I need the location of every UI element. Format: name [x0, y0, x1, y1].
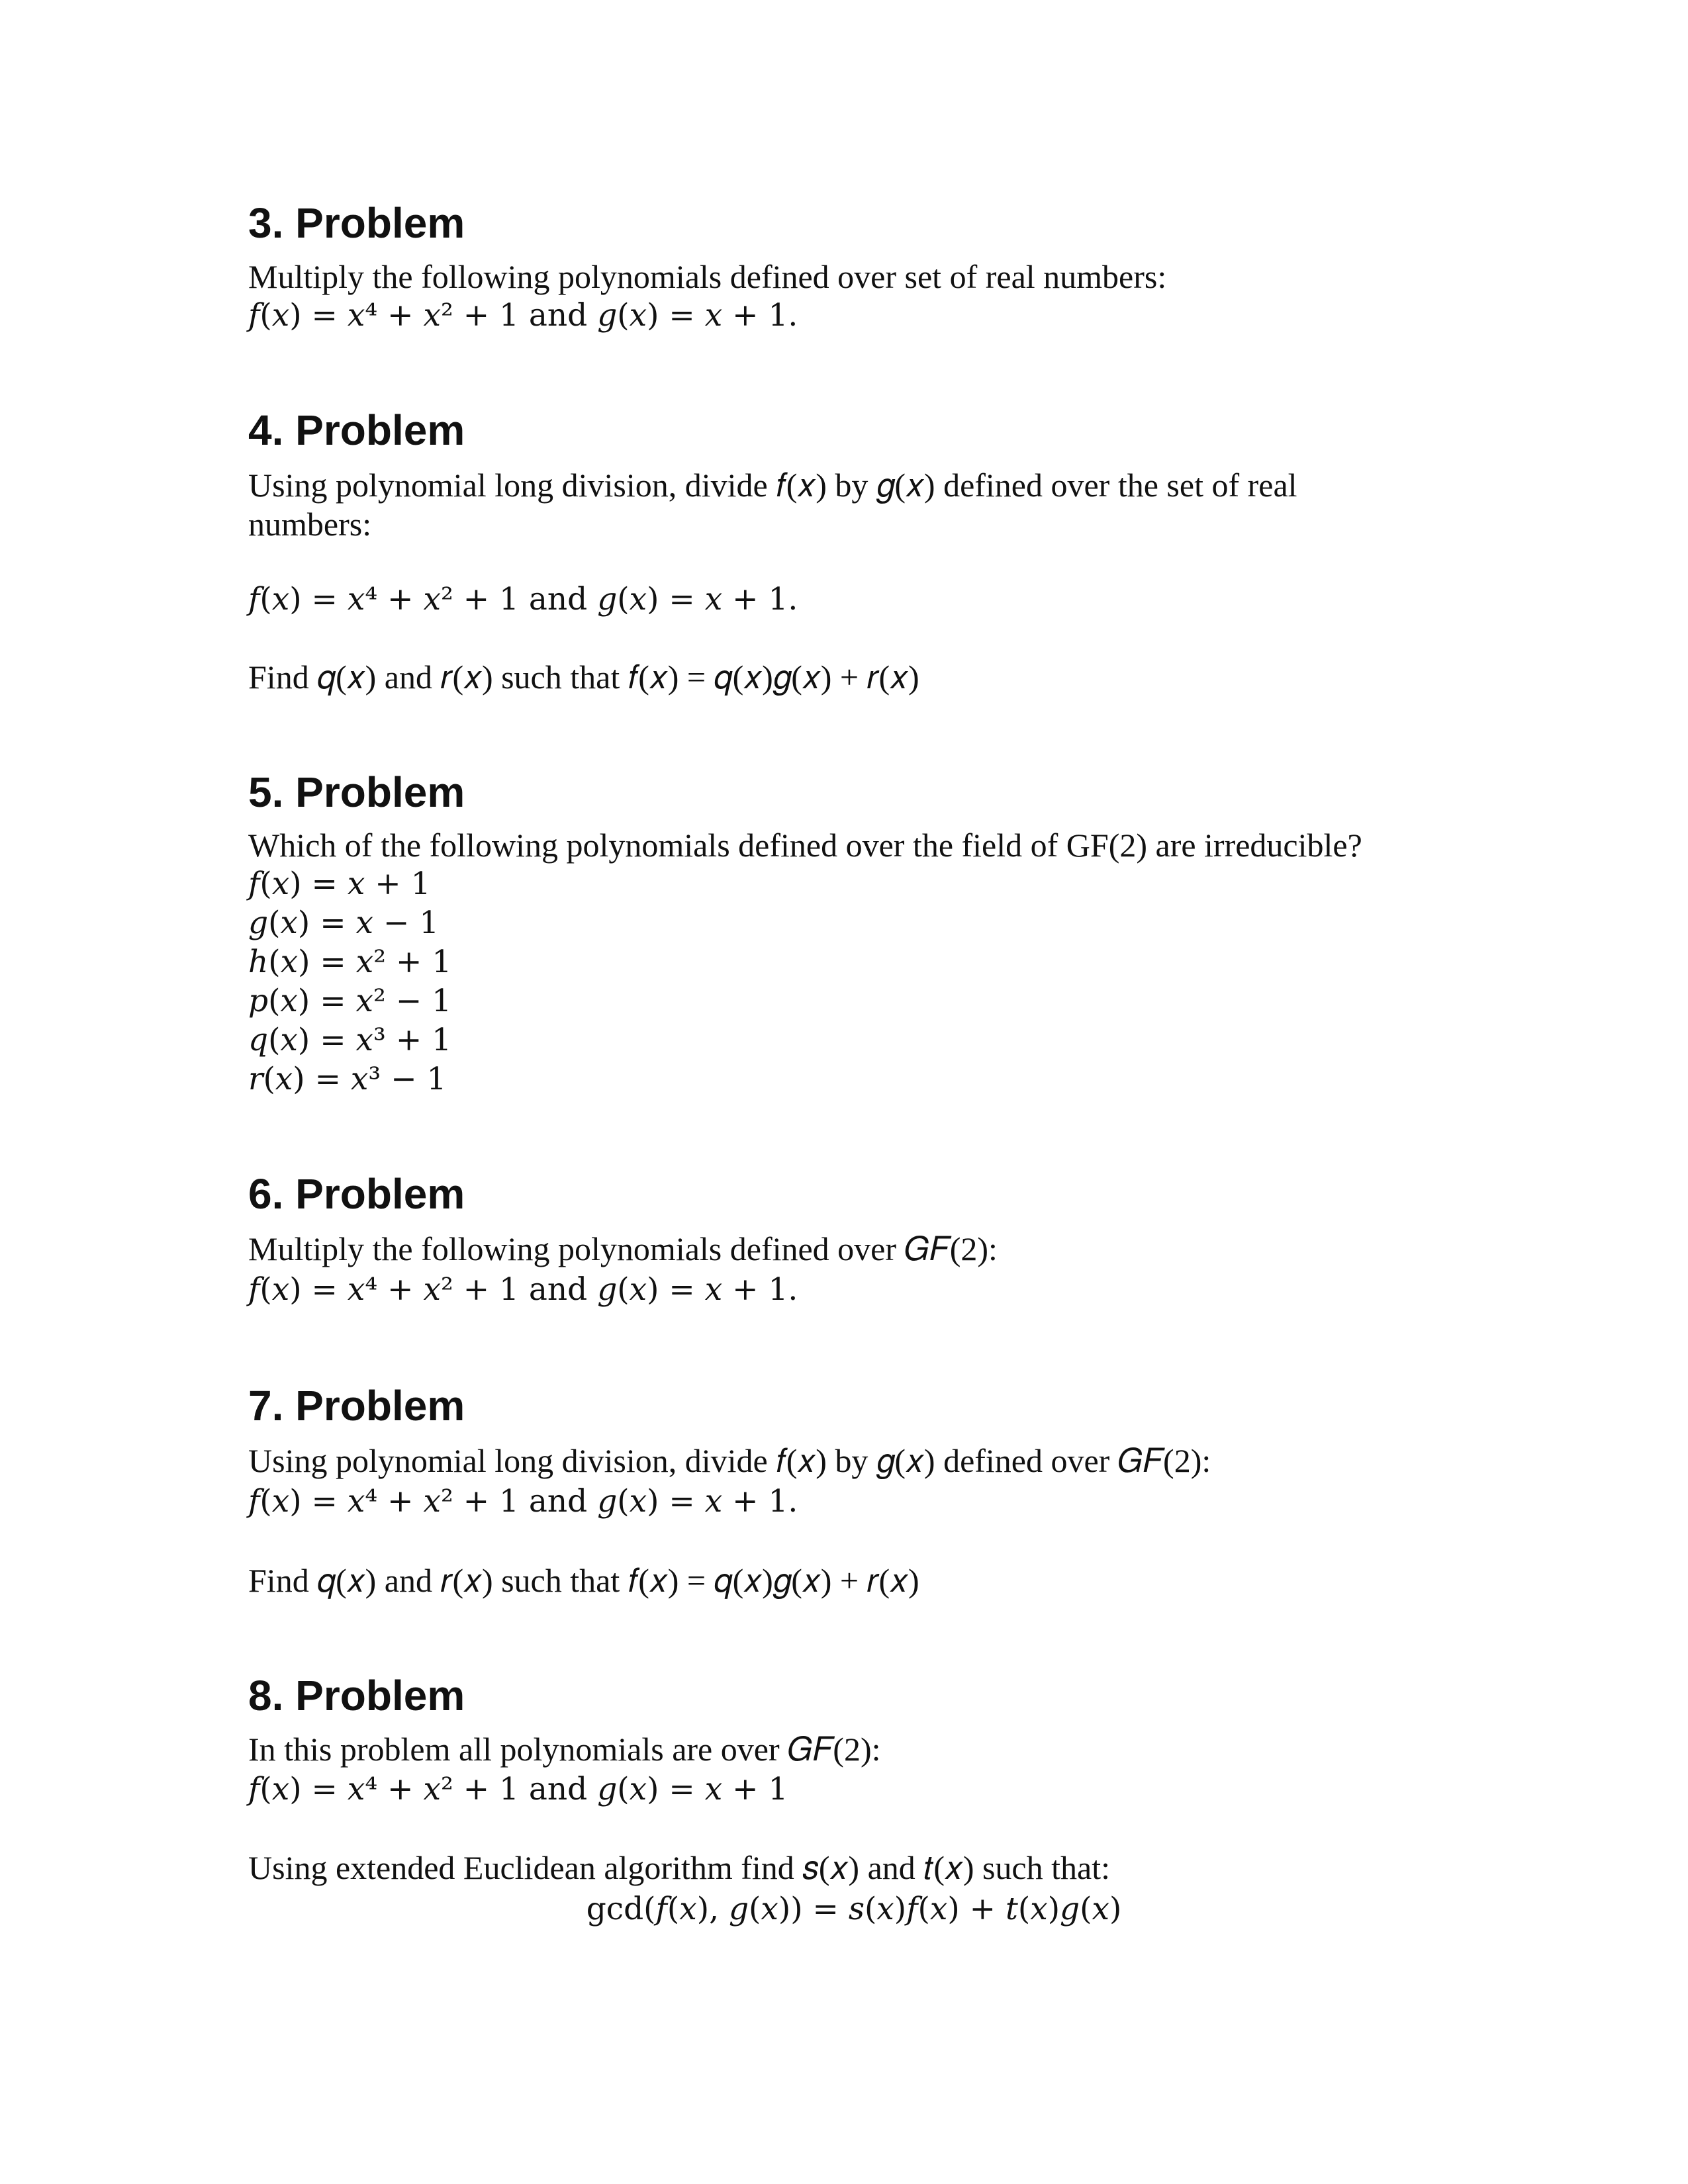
problem-4-find: Find 𝑞(𝑥) and 𝑟(𝑥) such that 𝑓(𝑥) = 𝑞(𝑥)𝑔(𝑥) + 𝑟(𝑥): [248, 659, 919, 696]
problem-7-polynomials: 𝑓(𝑥) = 𝑥⁴ + 𝑥² + 1 and 𝑔(𝑥) = 𝑥 + 1.: [248, 1483, 798, 1520]
problem-5-heading: 5. Problem: [248, 768, 465, 816]
problem-7-find: Find 𝑞(𝑥) and 𝑟(𝑥) such that 𝑓(𝑥) = 𝑞(𝑥)𝑔(𝑥) + 𝑟(𝑥): [248, 1562, 919, 1599]
problem-8-heading: 8. Problem: [248, 1672, 465, 1719]
problem-4-statement-line-1: Using polynomial long division, divide 𝑓(𝑥) by 𝑔(𝑥) defined over the set of real: [248, 467, 1297, 504]
problem-5-poly-q: 𝑞(𝑥) = 𝑥³ + 1: [248, 1022, 452, 1058]
problem-4-heading: 4. Problem: [248, 406, 465, 454]
problem-8-find: Using extended Euclidean algorithm find 𝑠(𝑥) and 𝑡(𝑥) such that:: [248, 1849, 1110, 1886]
problem-8-statement: In this problem all polynomials are over 𝐺𝐹(2):: [248, 1731, 881, 1768]
problem-5-poly-h: ℎ(𝑥) = 𝑥² + 1: [248, 944, 452, 980]
problem-6-heading: 6. Problem: [248, 1170, 465, 1218]
problem-4-statement-line-2: numbers:: [248, 506, 372, 543]
problem-7-heading: 7. Problem: [248, 1382, 465, 1430]
problem-4-polynomials: 𝑓(𝑥) = 𝑥⁴ + 𝑥² + 1 and 𝑔(𝑥) = 𝑥 + 1.: [248, 581, 798, 617]
problem-3-heading: 3. Problem: [248, 199, 465, 247]
problem-5-poly-g: 𝑔(𝑥) = 𝑥 − 1: [248, 905, 440, 941]
problem-5-poly-f: 𝑓(𝑥) = 𝑥 + 1: [248, 866, 431, 902]
problem-7-statement: Using polynomial long division, divide 𝑓(𝑥) by 𝑔(𝑥) defined over 𝐺𝐹(2):: [248, 1442, 1211, 1479]
problem-5-poly-r: 𝑟(𝑥) = 𝑥³ − 1: [248, 1061, 447, 1097]
problem-8-gcd-equation-row: [0, 1893, 1688, 1925]
problem-6-statement: Multiply the following polynomials defined over 𝐺𝐹(2):: [248, 1230, 998, 1267]
problem-5-statement: Which of the following polynomials defined over the field of GF(2) are irreducible?: [248, 827, 1362, 864]
problem-5-poly-p: 𝑝(𝑥) = 𝑥² − 1: [248, 983, 452, 1019]
problem-3-polynomials: 𝑓(𝑥) = 𝑥⁴ + 𝑥² + 1 and 𝑔(𝑥) = 𝑥 + 1.: [248, 297, 798, 334]
problem-3-statement: Multiply the following polynomials defined over set of real numbers:: [248, 258, 1167, 295]
problem-6-polynomials: 𝑓(𝑥) = 𝑥⁴ + 𝑥² + 1 and 𝑔(𝑥) = 𝑥 + 1.: [248, 1271, 798, 1308]
problem-8-polynomials: 𝑓(𝑥) = 𝑥⁴ + 𝑥² + 1 and 𝑔(𝑥) = 𝑥 + 1: [248, 1771, 788, 1807]
problem-8-gcd-equation: gcd(𝑓(𝑥), 𝑔(𝑥)) = 𝑠(𝑥)𝑓(𝑥) + 𝑡(𝑥)𝑔(𝑥): [586, 1891, 1122, 1927]
